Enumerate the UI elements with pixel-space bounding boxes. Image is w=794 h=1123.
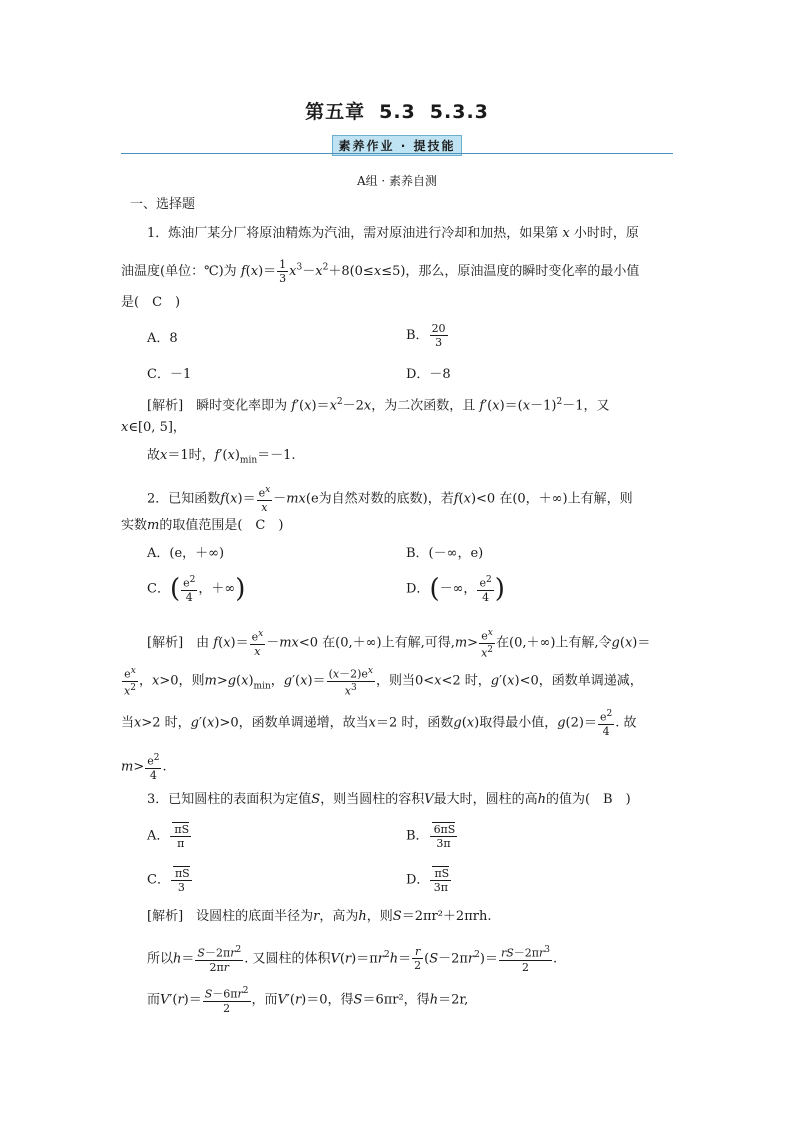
- q1-option-a: A．8: [147, 331, 178, 346]
- q1-option-d: D．－8: [406, 367, 451, 382]
- q1-option-b: B． $\frac{20}{3}$: [406, 322, 446, 349]
- q3-solution-line-1: [解析] 设圆柱的底面半径为r，高为h，则S＝2πr²＋2πrh.: [147, 909, 492, 924]
- q1-solution-line-3: 故x＝1时，$f'(x)_{min}=-1$.: [147, 448, 296, 466]
- chapter-title: [0, 97, 794, 124]
- q2-option-b: B．(－∞，e): [406, 546, 484, 561]
- q2-option-a: A．(e，＋∞): [147, 546, 225, 561]
- part-title: 一、选择题: [130, 197, 196, 212]
- q3-option-d: D． $\frac{\pi S}{3\pi}$: [406, 867, 450, 894]
- title-chapter: 第五章: [305, 101, 366, 123]
- q2-solution-line-2: $\frac{e^x}{x^2}$ ，x>0，则$m>g(x)_{min}$，g′(x)＝ $\frac{(x-2)e^x}{x^3}$ ，则当0<x<2 时，g′(x)<0，函数单调递减，: [124, 666, 643, 698]
- q2-solution-line-1: [解析] 由 f(x)＝ $\frac{e^x}{x}$ －mx<0 在(0,＋∞)上有解,可得,m> $\frac{e^x}{x^2}$ 在(0,＋∞)上有解,令g(x)＝: [147, 628, 651, 660]
- q1-solution-line-1: [解析] 瞬时变化率即为 $f'(x)=x^2-2x$，为二次函数，且 $f'(x)=(x-1)^2-1$，又: [147, 397, 610, 414]
- q2-option-d: D．(－∞， $\frac{e^2}{4}$ ): [406, 573, 505, 604]
- q3-option-a: A． $\frac{\pi S}{\pi}$: [147, 823, 190, 850]
- q1-line-3: 是( C ): [121, 295, 181, 310]
- q3-solution-line-3: 而V′(r)＝ $\frac{S-6\pi r^2}{2}$ ，而V′(r)＝0，得S＝6πr²，得h＝2r,: [147, 986, 469, 1015]
- header-rule: [121, 153, 673, 154]
- q3-option-c: C． $\frac{\pi S}{3}$: [147, 867, 190, 894]
- section-badge: 素养作业 · 提技能: [332, 135, 463, 156]
- q1-line-2: 油温度(单位：℃)为 f(x)＝ $\frac{1}{3}$ $x^3-x^2+8(0\le x\le 5)$，那么，原油温度的瞬时变化率的最小值: [121, 258, 640, 285]
- q2-solution-line-4: m> $\frac{e^2}{4}$ .: [121, 753, 167, 782]
- q1-line-1: 1．炼油厂某分厂将原油精炼为汽油，需对原油进行冷却和加热，如果第 x 小时时，原: [147, 226, 639, 241]
- q3-solution-line-2: 所以h＝ $\frac{S-2\pi r^2}{2\pi r}$ . 又圆柱的体积$V(r)=\pi r^2h=$ $\frac{r}{2}$ $(S-2\pi r^2)=$ $\frac{rS-2\pi r^3}{2}$ .: [147, 945, 558, 974]
- q2-line-2: 实数m的取值范围是( C ): [121, 518, 284, 533]
- q1-solution-line-2: x∈[0, 5]，: [121, 420, 186, 435]
- title-subsection: 5.3.3: [429, 101, 489, 123]
- title-section: 5.3: [379, 101, 416, 123]
- q2-solution-line-3: 当x>2 时，g′(x)>0，函数单调递增，故当x＝2 时，函数g(x)取得最小值，g(2)＝ $\frac{e^2}{4}$ . 故: [121, 709, 637, 738]
- group-title: A组 · 素养自测: [356, 174, 438, 188]
- q2-option-c: C．( $\frac{e^2}{4}$ ，＋∞): [147, 573, 246, 604]
- q3-line-1: 3．已知圆柱的表面积为定值S，则当圆柱的容积V最大时，圆柱的高h的值为( B ): [147, 792, 631, 807]
- q1-option-c: C．－1: [147, 367, 192, 382]
- q2-line-1: 2．已知函数f(x)＝ $\frac{e^x}{x}$ －mx(e为自然对数的底数)，若f(x)<0 在(0，＋∞)上有解，则: [147, 485, 633, 514]
- q3-option-b: B． $\frac{6\pi S}{3\pi}$: [406, 823, 456, 850]
